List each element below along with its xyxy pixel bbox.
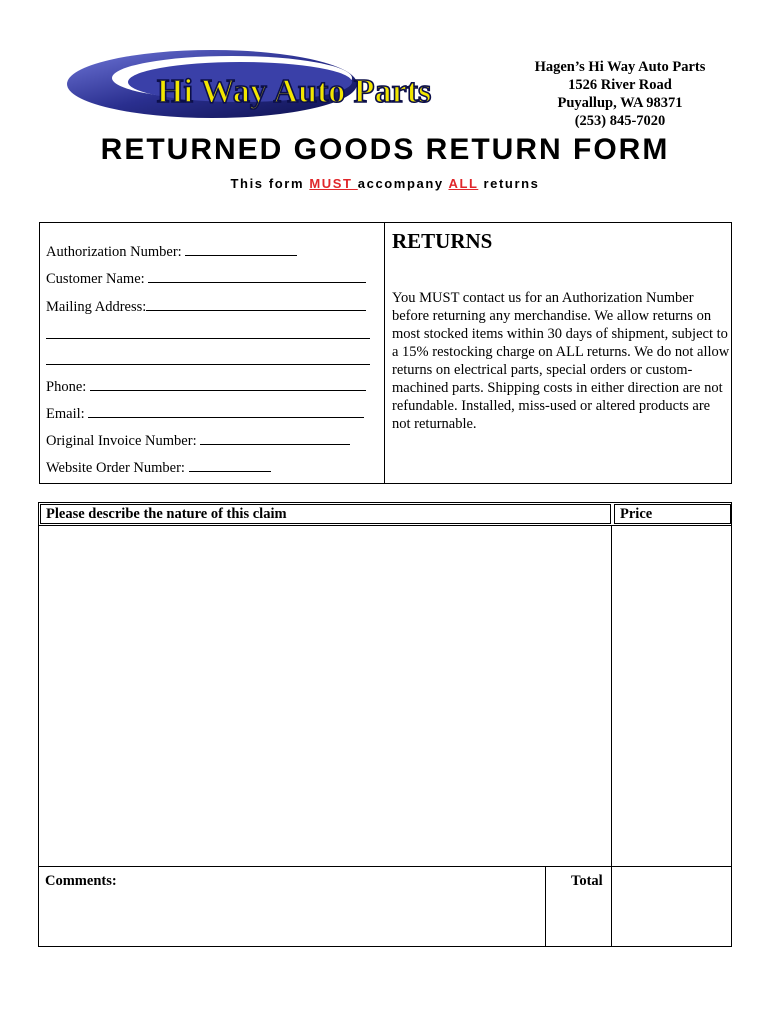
phone-field[interactable] <box>46 378 366 396</box>
box-divider <box>384 223 385 483</box>
comments-label: Comments: <box>45 873 117 889</box>
website-order-line[interactable] <box>189 459 271 472</box>
total-entry-area[interactable] <box>614 869 730 945</box>
describe-claim-header: Please describe the nature of this claim <box>40 504 611 524</box>
returns-policy-text: You MUST contact us for an Authorization Number before returning any merchandise. We allow returns on most stocked items within 30 days of shipment, subject to a 15% restocking charge on ALL returns. We do not allow returns on electrical parts, special orders or custom-machined parts. Shipping costs in either direction are not refundable. Installed, miss-used or altered products are not returnable. <box>392 290 730 432</box>
price-column-divider <box>611 525 612 946</box>
company-name: Hagen’s Hi Way Auto Parts <box>534 59 706 75</box>
original-invoice-label: Original Invoice Number: <box>46 433 197 449</box>
authorization-number-field[interactable] <box>46 243 297 261</box>
logo-text: Hi Way Auto Parts <box>157 73 432 110</box>
authorization-number-line[interactable] <box>185 243 297 256</box>
page-title: RETURNED GOODS RETURN FORM <box>100 133 670 166</box>
claim-table <box>38 502 732 947</box>
mailing-address-line-2[interactable] <box>46 337 370 339</box>
mailing-address-line-3[interactable] <box>46 363 370 365</box>
subtitle-all: ALL <box>448 176 479 191</box>
comments-entry-area[interactable] <box>41 893 541 943</box>
website-order-field[interactable] <box>46 459 271 477</box>
mailing-address-field[interactable] <box>46 298 366 316</box>
header-bottom-line <box>39 525 731 526</box>
company-address <box>510 58 730 130</box>
subtitle-must: MUST <box>309 176 358 191</box>
subtitle-part2: accompany <box>357 176 449 191</box>
page-subtitle <box>0 176 770 191</box>
comments-top-line <box>39 866 731 867</box>
customer-name-label: Customer Name: <box>46 271 145 287</box>
original-invoice-line[interactable] <box>200 432 350 445</box>
email-line[interactable] <box>88 405 364 418</box>
claim-description-area[interactable] <box>41 527 609 865</box>
original-invoice-field[interactable] <box>46 432 350 450</box>
price-header: Price <box>614 504 731 524</box>
logo-swoosh-icon <box>62 40 482 122</box>
mailing-address-line[interactable] <box>146 298 366 311</box>
company-city: Puyallup, WA 98371 <box>557 95 683 111</box>
phone-label: Phone: <box>46 379 87 395</box>
customer-name-field[interactable] <box>46 270 366 288</box>
company-logo <box>62 40 482 122</box>
returns-heading: RETURNS <box>392 229 493 253</box>
subtitle-part3: returns <box>478 176 540 191</box>
total-divider <box>545 866 546 946</box>
email-label: Email: <box>46 406 85 422</box>
authorization-number-label: Authorization Number: <box>46 244 182 260</box>
total-label: Total <box>571 873 603 889</box>
company-phone: (253) 845-7020 <box>574 113 666 129</box>
price-entry-area[interactable] <box>614 527 730 865</box>
company-street: 1526 River Road <box>568 77 672 93</box>
phone-line[interactable] <box>90 378 366 391</box>
email-field[interactable] <box>46 405 364 423</box>
website-order-label: Website Order Number: <box>46 460 185 476</box>
customer-name-line[interactable] <box>148 270 366 283</box>
mailing-address-label: Mailing Address: <box>46 299 147 315</box>
customer-info-box <box>39 222 732 484</box>
subtitle-part1: This form <box>230 176 310 191</box>
